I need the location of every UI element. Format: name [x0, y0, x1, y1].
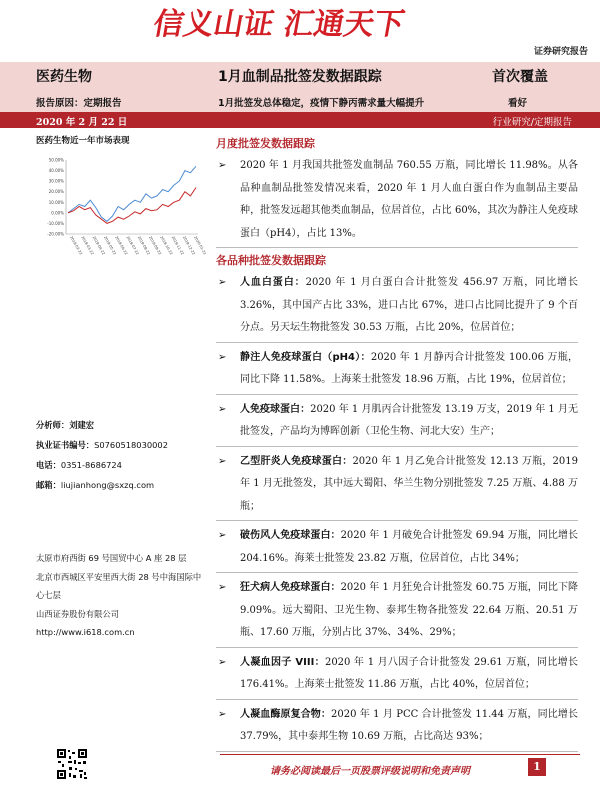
series-line-医药生物	[68, 166, 196, 221]
arrow-bullet-icon: ➢	[218, 582, 227, 593]
variety-text: 2020 年 1 月静丙合计批签发 100.06 万瓶，同比下降 11.58%。上海莱士批签发 18.96 万瓶，占比 19%，位居首位；	[240, 351, 578, 385]
variety-text: 2020 年 1 月狂免合计批签发 60.75 万瓶，同比下降 9.09%。远大蜀阳、卫光生物、泰邦生物各批签发 22.64 万瓶、20.51 万瓶、17.60 万瓶，分别占比 37%、34%、29%；	[240, 582, 578, 638]
analyst-cert-row	[36, 435, 206, 455]
analyst-email-row	[36, 475, 206, 495]
y-tick-label: -10.00%	[47, 220, 64, 226]
address-line: 北京市西城区平安里西大街 28 号中海国际中心七层	[36, 571, 202, 600]
arrow-bullet-icon: ➢	[218, 656, 227, 668]
x-tick-label: 2019-12-22	[181, 235, 196, 256]
arrow-bullet-icon: ➢	[218, 708, 227, 720]
variety-label: 人免疫球蛋白：	[240, 403, 311, 415]
x-tick-label: 2019-10-22	[159, 235, 174, 256]
arrow-bullet-icon: ➢	[218, 160, 227, 171]
variety-label: 人血白蛋白：	[240, 277, 306, 288]
arrow-bullet-icon: ➢	[218, 351, 227, 363]
arrow-bullet-icon: ➢	[218, 455, 227, 467]
variety-label: 狂犬病人免疫球蛋白：	[240, 582, 341, 593]
analyst-name-row	[36, 415, 206, 435]
page-number: 1	[528, 758, 546, 776]
x-tick-label: 2019-02-22	[69, 235, 84, 256]
section-title-monthly: 月度批签发数据跟踪	[216, 137, 315, 150]
variety-text: 2020 年 1 月白蛋白合计批签发 456.97 万瓶，同比增长 3.26%，其中国产占比 33%，进口占比 67%，进口占比同比提升了 9 个百分点。另天坛生物批签发 30.53 万瓶，占比 20%，位居首位；	[240, 277, 578, 333]
variety-label: 静注人免疫球蛋白（pH4）：	[240, 351, 371, 363]
sidebar	[36, 130, 206, 276]
y-tick-label: -20.00%	[47, 231, 64, 237]
variety-text: 2020 年 1 月八因子合计批签发 29.61 万瓶，同比增长 176.41%。上海莱士批签发 11.86 万瓶，占比 40%，位居首位；	[240, 656, 578, 690]
list-item	[216, 155, 578, 248]
variety-list	[216, 272, 578, 752]
paragraph: 2020 年 1 月我国共批签发血制品 760.55 万瓶，同比增长 11.98%。从各品种血制品批签发情况来看，2020 年 1 月人血白蛋白作为血制品主要品种，批签发远超其他类血制品，位居首位，占比 60%，其次为静注人免疫球蛋白（pH4），占比 13%。	[240, 160, 578, 239]
arrow-bullet-icon: ➢	[218, 403, 227, 415]
analyst-name: 刘建宏	[69, 420, 95, 430]
brand-tag: 证券研究报告	[533, 47, 588, 57]
x-tick-label: 2019-11-22	[170, 235, 185, 256]
rating: 首次覆盖	[492, 69, 548, 85]
analyst-email-label: 邮箱：	[36, 480, 61, 490]
x-tick-label: 2019-03-22	[80, 235, 95, 256]
analyst-cert-label: 执业证书编号：	[36, 440, 95, 450]
arrow-bullet-icon: ➢	[218, 530, 227, 541]
x-tick-label: 2019-08-22	[136, 235, 151, 256]
y-tick-label: 20.00%	[48, 189, 64, 195]
list-item	[216, 577, 578, 648]
report-category: 行业研究/定期报告	[492, 117, 572, 128]
chart-axis	[66, 160, 198, 234]
variety-label: 乙型肝炎人免疫球蛋白：	[240, 455, 353, 467]
arrow-bullet-icon: ➢	[218, 277, 227, 288]
y-tick-label: 40.00%	[48, 168, 64, 174]
list-item	[216, 525, 578, 573]
disclaimer-notice: 请务必阅读最后一页股票评级说明和免责声明	[270, 766, 470, 777]
main-content	[216, 133, 578, 756]
list-item	[216, 652, 578, 700]
report-reason: 报告原因：定期报告	[36, 98, 122, 109]
analyst-cert: S0760518030002	[94, 440, 168, 450]
analyst-phone-label: 电话：	[36, 460, 61, 470]
qr-code-icon	[56, 748, 88, 780]
x-tick-label: 2019-09-22	[148, 235, 162, 256]
list-item	[216, 399, 578, 447]
y-tick-label: 0.00%	[51, 210, 64, 216]
industry-name: 医药生物	[36, 69, 92, 85]
y-tick-label: 50.00%	[48, 157, 64, 163]
variety-text: 2020 年 1 月乙免合计批签发 12.13 万瓶，2019 年 1 月无批签发，其中远大蜀阳、华兰生物分别批签发 7.25 万瓶、4.88 万瓶；	[240, 455, 578, 512]
analyst-email[interactable]: liujianhong@sxzq.com	[60, 480, 155, 490]
chart-title: 医药生物近一年市场表现	[36, 136, 130, 146]
company-url[interactable]: http://www.i618.com.cn	[36, 627, 135, 637]
variety-label: 人凝血酶原复合物：	[240, 708, 332, 720]
x-tick-label: 2020-01-22	[193, 235, 206, 256]
section-title-varieties: 各品种批签发数据跟踪	[216, 254, 326, 267]
analyst-info	[36, 415, 206, 495]
rating-sub: 看好	[508, 98, 528, 109]
list-item	[216, 704, 578, 752]
report-subtitle: 1月批签发总体稳定，疫情下静丙需求量大幅提升	[218, 98, 425, 109]
address-block	[36, 549, 206, 642]
y-tick-label: 30.00%	[48, 178, 64, 184]
variety-text: 2020 年 1 月 PCC 合计批签发 11.44 万瓶，同比增长 37.79%，其中泰邦生物 10.69 万瓶，占比高达 93%；	[240, 708, 578, 742]
variety-label: 破伤风人免疫球蛋白：	[240, 530, 341, 541]
variety-text: 2020 年 1 月破免合计批签发 69.94 万瓶，同比增长 204.16%。海莱士批签发 23.82 万瓶，位居首位，占比 34%；	[240, 530, 578, 564]
analyst-phone-row	[36, 455, 206, 475]
variety-text: 2020 年 1 月肌丙合计批签发 13.19 万支，2019 年 1 月无批签发，产品均为博晖创新（卫伦生物、河北大安）生产；	[240, 403, 578, 437]
performance-chart	[36, 152, 206, 272]
list-item	[216, 347, 578, 395]
x-tick-label: 2019-04-22	[91, 235, 106, 256]
slogan-logo	[150, 0, 470, 48]
y-tick-label: 10.00%	[48, 199, 64, 205]
x-tick-label: 2019-07-22	[125, 235, 140, 256]
slogan-text: 信义山证 汇通天下	[150, 7, 408, 42]
report-title: 1月血制品批签发数据跟踪	[218, 69, 382, 85]
analyst-name-label: 分析师：	[36, 420, 70, 430]
report-date: 2020 年 2 月 22 日	[36, 117, 128, 128]
x-tick-label: 2019-05-22	[102, 235, 117, 256]
list-item	[216, 451, 578, 522]
x-tick-label: 2019-06-22	[114, 235, 129, 256]
variety-label: 人凝血因子 VIII：	[240, 656, 325, 668]
analyst-phone: 0351-8686724	[60, 460, 122, 470]
company-name: 山西证券股份有限公司	[36, 608, 119, 619]
series-line-沪深300	[68, 188, 196, 224]
address-line: 太原市府西街 69 号国贸中心 A 座 28 层	[36, 553, 187, 563]
list-item	[216, 272, 578, 343]
